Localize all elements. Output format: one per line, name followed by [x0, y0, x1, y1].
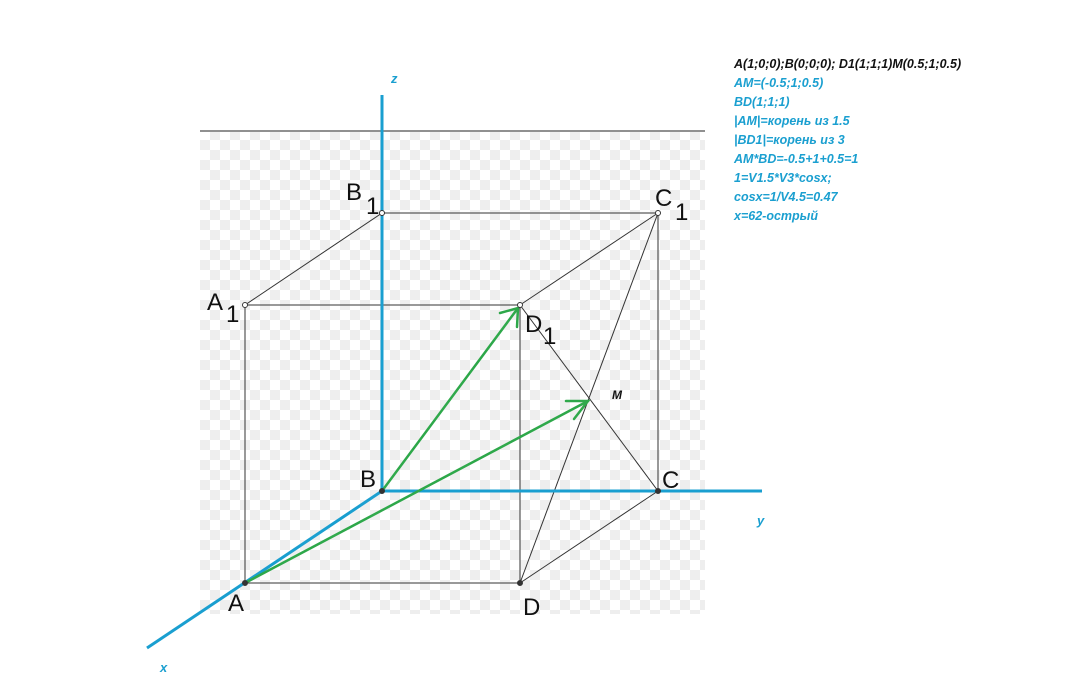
point-d — [518, 581, 523, 586]
note-length-am: |AM|=корень из 1.5 — [734, 114, 850, 128]
point-a1 — [243, 303, 248, 308]
label-c1: C — [655, 185, 673, 212]
note-vector-am: AM=(-0.5;1;0.5) — [734, 76, 824, 90]
point-d1 — [518, 303, 523, 308]
label-c1-sub: 1 — [675, 199, 689, 226]
grid-background — [200, 132, 705, 614]
point-c — [656, 489, 661, 494]
point-b1 — [380, 211, 385, 216]
note-coordinates: A(1;0;0);B(0;0;0); D1(1;1;1)M(0.5;1;0.5) — [734, 57, 962, 71]
note-cosine: cosx=1/V4.5=0.47 — [734, 190, 838, 204]
note-dot-product: AM*BD=-0.5+1+0.5=1 — [734, 152, 859, 166]
label-a1: A — [207, 289, 224, 316]
label-a: A — [228, 590, 245, 617]
point-b — [380, 489, 385, 494]
label-b: B — [360, 466, 377, 493]
label-b1-sub: 1 — [366, 193, 380, 220]
label-c: C — [662, 467, 680, 494]
label-axis-z: z — [391, 71, 398, 86]
label-d1-sub: 1 — [543, 323, 557, 350]
point-a — [243, 581, 248, 586]
label-d: D — [523, 594, 541, 621]
label-d1: D — [525, 311, 543, 338]
note-vector-bd: BD(1;1;1) — [734, 95, 790, 109]
label-axis-x: x — [160, 660, 168, 675]
solution-notes — [734, 55, 961, 226]
note-equation: 1=V1.5*V3*cosx; — [734, 171, 832, 185]
label-a1-sub: 1 — [226, 301, 240, 328]
label-axis-y: y — [757, 513, 765, 528]
note-angle: x=62-острый — [734, 209, 818, 223]
label-b1: B — [346, 179, 363, 206]
note-length-bd1: |BD1|=корень из 3 — [734, 133, 845, 147]
label-m: M — [612, 388, 622, 402]
